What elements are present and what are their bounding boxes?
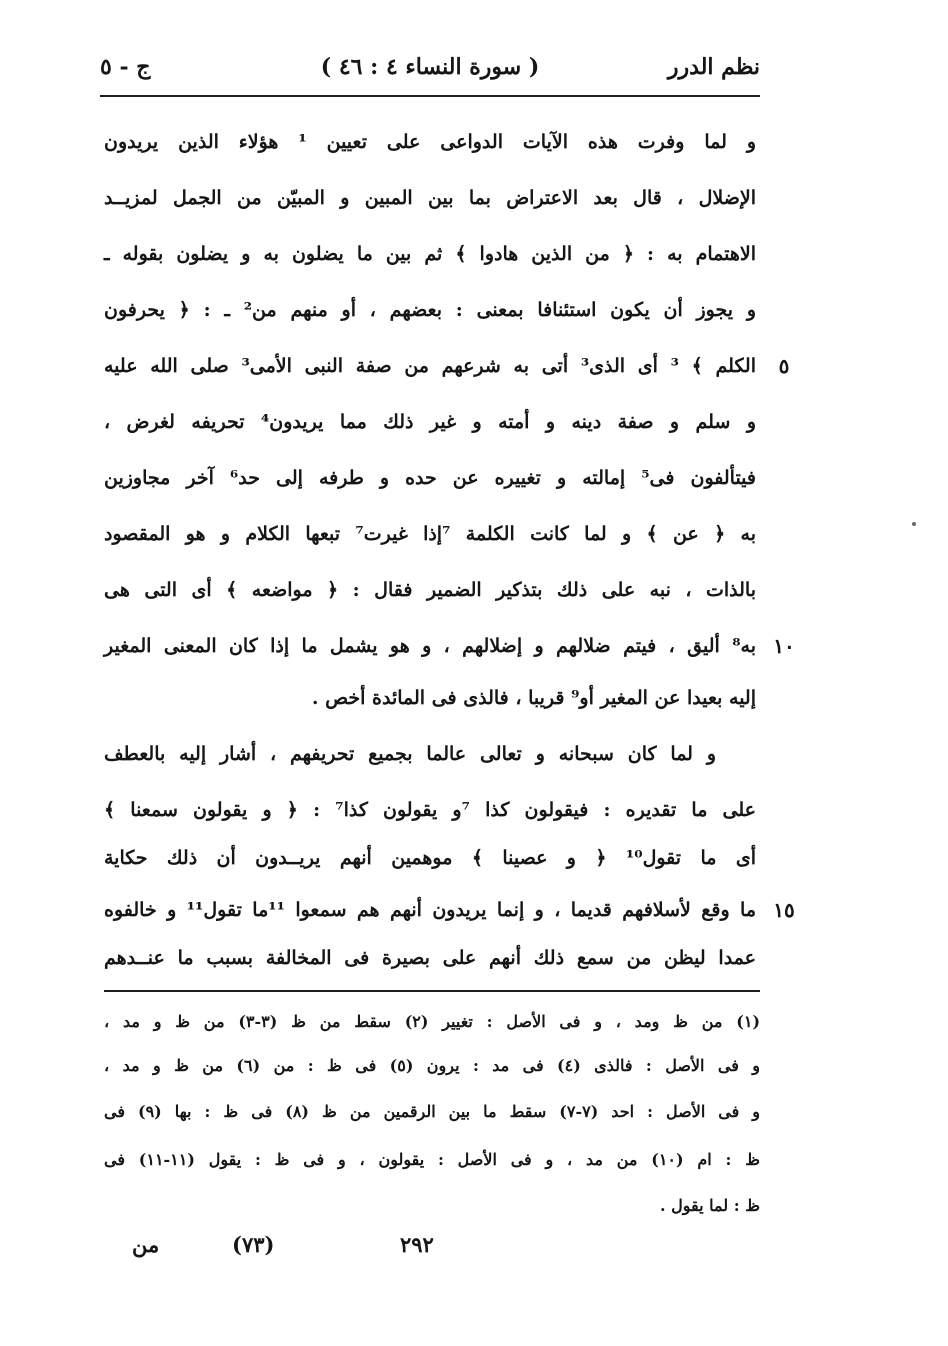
line-number-15: ١٥: [773, 898, 795, 922]
volume-number: ج - ٥: [100, 54, 151, 80]
line-number-10: ١٠: [773, 634, 795, 658]
catchword: من: [132, 1232, 160, 1257]
ink-speck: [912, 522, 916, 526]
sheet-number: (٧٣): [232, 1232, 275, 1257]
text-line-14: أى ما تقول¹⁰ ﴿ و عصينا ﴾ موهمين أنهم يريــدون أن ذلك حكاية: [104, 847, 756, 869]
running-header: [100, 48, 760, 94]
page-number: ٢٩٢: [400, 1232, 434, 1257]
footnote-line-5: ظ : لما يقول .: [660, 1196, 760, 1215]
text-line-8: به ﴿ عن ﴾ و لما كانت الكلمة ⁷إذا غيرت⁷ تبعها الكلام و هو المقصود: [104, 523, 756, 545]
text-line-10: به⁸ أليق ، فيتم ضلالهم و إضلالهم ، و هو يشمل ما إذا كان المعنى المغير: [104, 635, 756, 657]
footnote-rule: [104, 990, 760, 992]
text-line-12: و لما كان سبحانه و تعالى عالما بجميع تحريفهم ، أشار إليه بالعطف: [104, 743, 716, 765]
text-line-2: الإضلال ، قال بعد الاعتراض بما بين المبين و المبيّن من الجمل لمزيــد: [104, 187, 756, 209]
text-line-4: و يجوز أن يكون استئنافا بمعنى : بعضهم ، أو منهم من² ـ : ﴿ يحرفون: [104, 299, 757, 321]
surah-reference: ( سورة النساء ٤ : ٤٦ ): [320, 54, 540, 80]
text-line-1: و لما وفرت هذه الآيات الدواعى على تعيين ¹ هؤلاء الذين يريدون: [104, 131, 756, 153]
text-line-7: فيتألفون فى⁵ إمالته و تغييره عن حده و طرفه إلى حد⁶ آخر مجاوزين: [104, 467, 756, 489]
footnote-line-3: و فى الأصل : احد (٧-٧) سقط ما بين الرقمين من ظ (٨) فى ظ : بها (٩) فى: [104, 1102, 761, 1121]
text-line-15: ما وقع لأسلافهم قديما ، و إنما يريدون أنهم هم سمعوا ¹¹ما تقول¹¹ و خالفوه: [104, 899, 757, 921]
footnote-line-1: (١) من ظ ومد ، و فى الأصل : تغيير (٢) سقط من ظ (٣-٣) من ظ و مد ،: [104, 1012, 761, 1031]
line-number-5: ٥: [778, 354, 790, 378]
footnote-line-2: و فى الأصل : فالذى (٤) فى مد : يرون (٥) فى ظ : من (٦) من ظ و مد ،: [104, 1056, 761, 1075]
text-line-9: بالذات ، نبه على ذلك بتذكير الضمير فقال : ﴿ مواضعه ﴾ أى التى هى: [104, 579, 756, 601]
book-title: نظم الدرر: [667, 54, 760, 80]
text-line-13: على ما تقديره : فيقولون كذا ⁷و يقولون كذا⁷ : ﴿ و يقولون سمعنا ﴾: [104, 799, 757, 821]
text-line-3: الاهتمام به : ﴿ من الذين هادوا ﴾ ثم بين ما يضلون به و يضلون بقوله ـ: [104, 243, 756, 265]
footnote-line-4: ظ : ام (١٠) من مد ، و فى الأصل : يقولون ، و فى ظ : يقول (١١-١١) فى: [104, 1150, 761, 1169]
text-line-16: عمدا ليظن من سمع ذلك أنهم على بصيرة فى المخالفة بسبب ما عنــدهم: [104, 947, 756, 969]
header-rule: [100, 95, 760, 97]
text-line-11: إليه بعيدا عن المغير أو⁹ قريبا ، فالذى فى المائدة أخص .: [311, 687, 756, 709]
text-line-6: و سلم و صفة دينه و أمته و غير ذلك مما يريدون⁴ تحريفه لغرض ،: [104, 411, 756, 433]
text-line-5: الكلم ﴾ ³ أى الذى³ أتى به شرعهم من صفة النبى الأمى³ صلى الله عليه: [104, 355, 757, 377]
page-footer: [100, 1232, 700, 1272]
